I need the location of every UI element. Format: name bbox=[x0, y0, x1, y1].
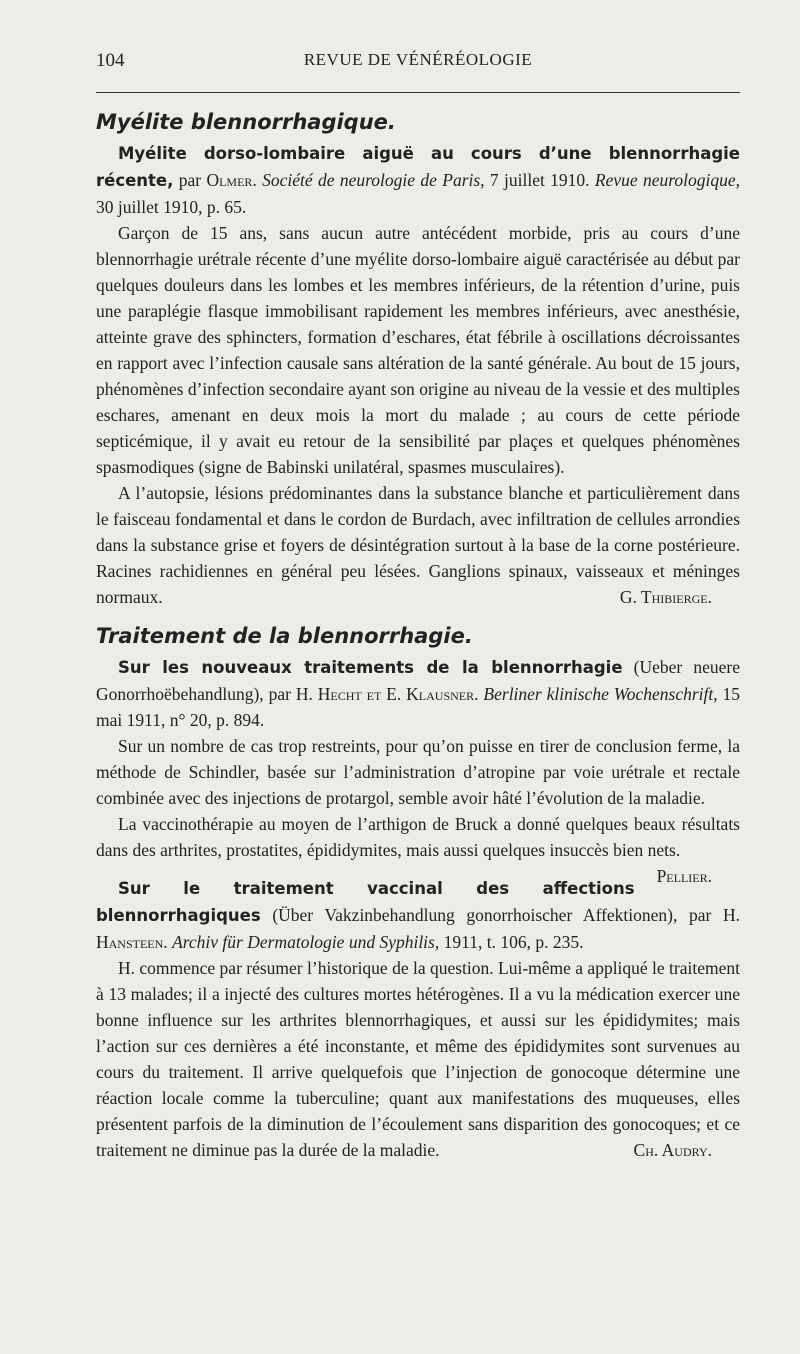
article-reference: Sur les nouveaux traitements de la blennorrhagie (Ueber neuere Gonorrhoëbehandlung), par H. Hecht et E. Klausner. Berliner klinische Wochenschrift, 15 mai 1911, n° 20, p. 894. bbox=[96, 657, 741, 730]
signature: G. Thibierge. bbox=[619, 587, 712, 607]
signature: Pellier. bbox=[656, 866, 712, 886]
journal: Archiv für Dermatologie und Syphilis, bbox=[172, 932, 440, 952]
body-paragraph: H. commence par résumer l’historique de la question. Lui-même a appliqué le traitement à 13 malades; il a injecté des cultures mortes hétérogènes. Il a vu la médication exercer une bonne influence sur les arthrites blennorrhagiques, et aussi sur les épididymites; mais l’action sur ces dernières a été inconstante, et même des épididymites sont survenues au cours du traitement. Il arrive quelquefois que l’injection de gonocoque détermine une réaction locale comme la tuberculine; quant aux manifestations des muqueuses, elles présentent parfois de la diminution de l’écoulement sans disparition des gonocoques; et ce traitement ne diminue pas la durée de la maladie. Ch. Audry. bbox=[96, 955, 740, 1163]
article-title: Sur les nouveaux traitements de la blennorrhagie bbox=[118, 658, 623, 677]
body-paragraph: La vaccinothérapie au moyen de l’arthigon de Bruck a donné quelques beaux résultats dans des arthrites, prostatites, épididymites, mais aussi quelques insuccès bien nets. Pellier. bbox=[96, 811, 740, 863]
article-title: Myélite dorso-lombaire aiguë au cours d’une blennorrhagie récente, bbox=[96, 144, 740, 190]
body-paragraph: Garçon de 15 ans, sans aucun autre antécédent morbide, pris au cours d’une blennorrhagie urétrale récente d’une myélite dorso-lombaire aiguë caractérisée au début par quelques douleurs dans les lombes et les membres inférieurs, de la rétention d’urine, puis une paraplégie flasque immobilisant rapidement les membres inférieurs, avec anesthésie, atteinte grave des sphincters, formation d’eschares, état fébrile à oscillations décroissantes en rapport avec l’infection causale sans altération de la santé générale. Au bout de 15 jours, phénomènes d’infection secondaire ayant son origine au niveau de la vessie et des multiples eschares, amenant en deux mois la mort du malade ; au cours de cette période septicémique, il y avait eu retour de la sensibilité par plaçes et quelques phénomènes spasmodiques (signe de Babinski unilatéral, spasmes musculaires). bbox=[96, 223, 740, 477]
section-title-traitement: Traitement de la blennorrhagie. bbox=[96, 624, 473, 648]
body-paragraph: Sur un nombre de cas trop restreints, pour qu’on puisse en tirer de conclusion ferme, la méthode de Schindler, basée sur l’administration d’atropine par voie urétrale et rectale combinée avec des injections de protargol, semble avoir hâté l’évolution de la maladie. bbox=[96, 736, 740, 808]
article-reference: Myélite dorso-lombaire aiguë au cours d’une blennorrhagie récente, par Olmer. Société de neurologie de Paris, 7 juillet 1910. Revue neurologique, 30 juillet 1910, p. 65. bbox=[96, 144, 741, 217]
section-title-myelite: Myélite blennorrhagique. bbox=[96, 110, 396, 134]
journal: Société de neurologie de Paris, bbox=[262, 170, 485, 190]
page-number: 104 bbox=[96, 50, 125, 71]
header-rule bbox=[96, 92, 740, 93]
author: Olmer bbox=[206, 170, 253, 190]
journal: Revue neurologique, bbox=[594, 170, 741, 190]
article-reference: Sur le traitement vaccinal des affections blennorrhagiques (Über Vakzinbehandlung gonorrhoischer Affektionen), par H. Hansteen. Archiv für Dermatologie und Syphilis, 1911, t. 106, p. 235. bbox=[96, 879, 741, 952]
page-content bbox=[96, 108, 740, 1163]
body-paragraph: A l’autopsie, lésions prédominantes dans la substance blanche et particulièrement dans le faisceau fondamental et dans le cordon de Burdach, avec infiltration de cellules arrondies dans la substance grise et foyers de désintégration surtout à la base de la corne postérieure. Racines rachidiennes en général peu lésées. Ganglions spinaux, vaisseaux et méninges normaux. G. Thibierge. bbox=[96, 480, 740, 610]
article-title: Sur le traitement vaccinal des affections blennorrhagiques bbox=[96, 879, 635, 925]
running-title: REVUE DE VÉNÉRÉOLOGIE bbox=[303, 50, 533, 69]
authors: H. Hecht et E. Klausner. bbox=[295, 684, 479, 704]
signature: Ch. Audry. bbox=[633, 1140, 712, 1160]
page-header bbox=[96, 50, 740, 80]
journal: Berliner klinische Wochenschrift, bbox=[483, 684, 718, 704]
author: H. Hansteen. bbox=[96, 905, 741, 952]
